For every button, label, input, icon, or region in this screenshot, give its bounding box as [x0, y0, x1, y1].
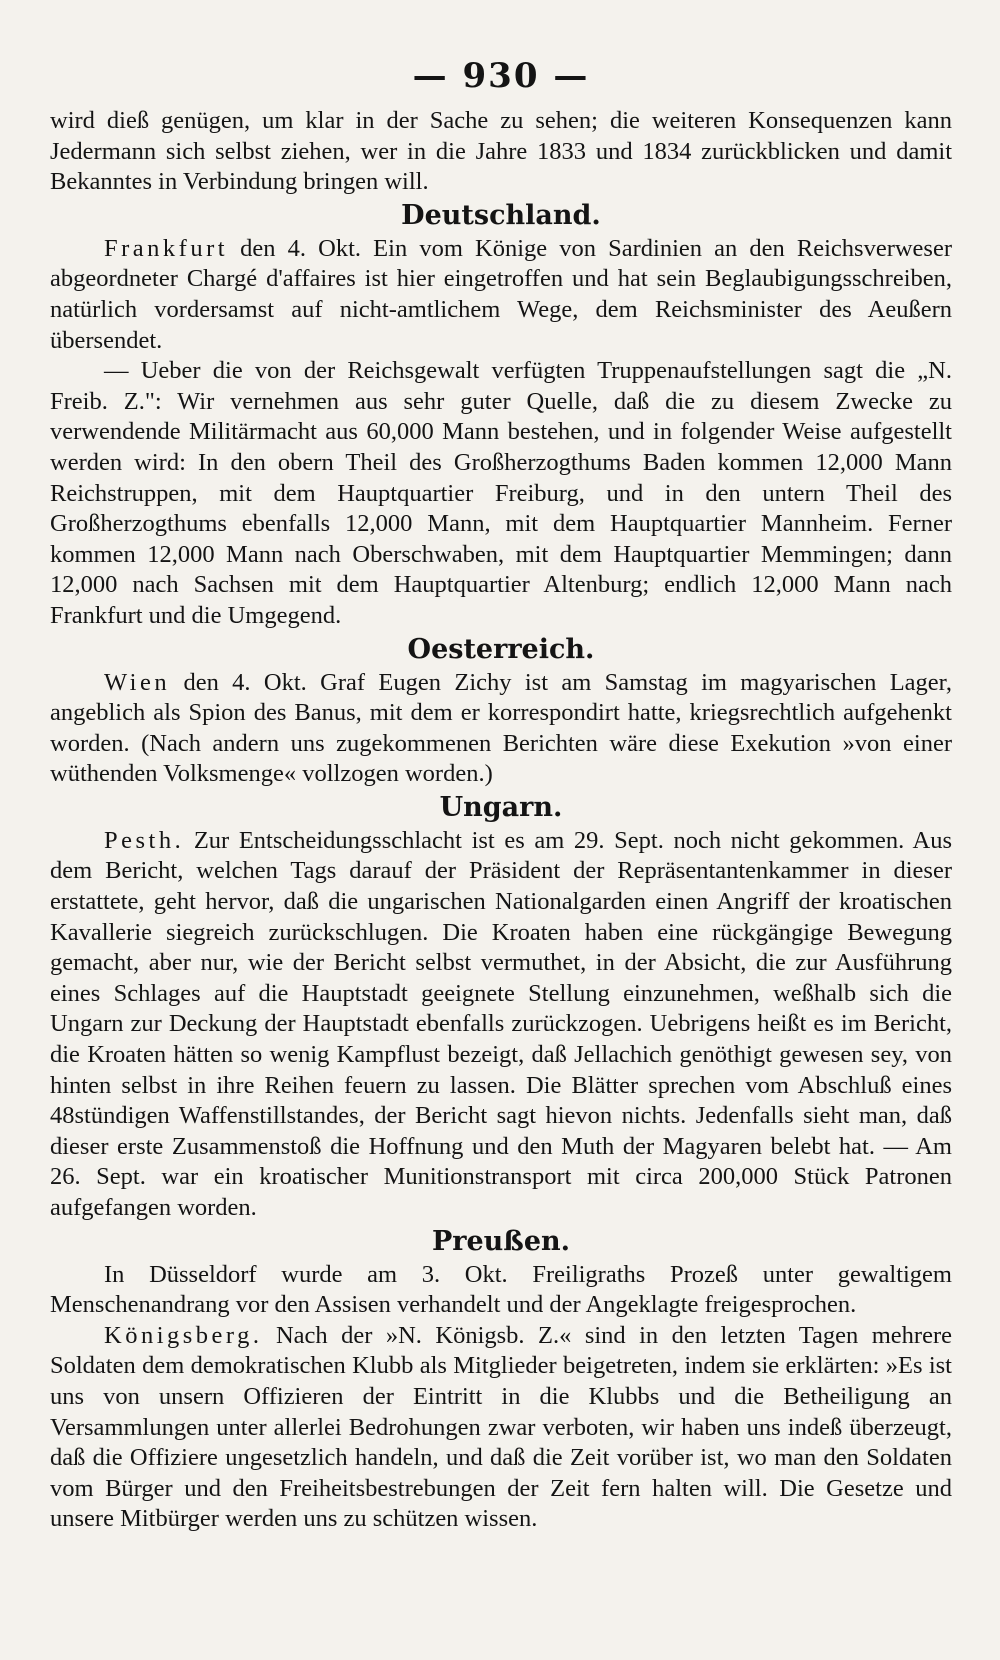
paragraph-truppen — [50, 356, 952, 631]
dateline-place: Königsberg. — [104, 1321, 263, 1349]
paragraph-wien — [50, 668, 952, 790]
dateline-place: Pesth. — [104, 826, 185, 854]
paragraph-koenigsberg — [50, 1321, 952, 1535]
paragraph-text: den 4. Okt. Graf Eugen Zichy ist am Samstag im magyarischen Lager, angeblich als Spion des Banus, mit dem er korrespondirt hatte, kriegsrechtlich aufgehenkt worden. (Nach andern uns zugekommenen Berichten wäre diese Exekution »von einer wüthenden Volksmenge« vollzogen worden.) — [50, 668, 952, 788]
paragraph-text: Nach der »N. Königsb. Z.« sind in den letzten Tagen mehrere Soldaten dem demokratischen Klubb als Mitglieder beigetreten, indem sie erklärten: »Es ist uns von unsern Offizieren der Eintritt in die Klubbs und die Betheiligung an Versammlungen unter allerlei Bedrohungen zwar verboten, wir haben uns indeß überzeugt, daß die Offiziere ungesetzlich handeln, und daß die Zeit vorüber ist, wo man den Soldaten vom Bürger und den Freiheitsbestrebungen der Zeit fern halten will. Die Gesetze und unsere Mitbürger werden uns zu schützen wissen. — [50, 1321, 952, 1533]
dateline-place: Wien — [104, 668, 171, 696]
dateline-place: Frankfurt — [104, 234, 229, 262]
section-heading-oesterreich: Oesterreich. — [407, 633, 595, 665]
paragraph-text: Zur Entscheidungsschlacht ist es am 29. Sept. noch nicht gekommen. Aus dem Bericht, welchen Tags darauf der Präsident der Repräsentantenkammer in dieser erstattete, geht hervor, daß die ungarischen Nationalgarden einen Angriff der kroatischen Kavallerie siegreich zurückschlugen. Die Kroaten haben eine rückgängige Bewegung gemacht, aber nur, wie der Bericht selbst vermuthet, in der Absicht, die zur Ausführung eines Schlages auf die Hauptstadt geeignete Stellung einzunehmen, weßhalb sich die Ungarn zur Deckung der Hauptstadt ebenfalls zurückzogen. Uebrigens heißt es im Bericht, die Kroaten hätten so wenig Kampflust bezeigt, daß Jellachich genöthigt gewesen sey, von hinten selbst in ihre Reihen feuern zu lassen. Die Blätter sprechen vom Abschluß eines 48stündigen Waffenstillstandes, der Bericht sagt hievon nichts. Jedenfalls sieht man, daß dieser erste Zusammenstoß die Hoffnung und den Muth der Magyaren belebt hat. — Am 26. Sept. war ein kroatischer Munitionstransport mit circa 200,000 Stück Patronen aufgefangen worden. — [50, 826, 952, 1221]
page-number: — 930 — — [412, 56, 590, 96]
paragraph-duesseldorf — [50, 1260, 952, 1321]
section-heading-deutschland: Deutschland. — [401, 199, 601, 231]
paragraph-pesth — [50, 826, 952, 1224]
paragraph-text: — Ueber die von der Reichsgewalt verfügten Truppenaufstellungen sagt die „N. Freib. Z.": Wir vernehmen aus sehr guter Quelle, daß die zu diesem Zwecke zu verwendende Militärmacht aus 60,000 Mann bestehen, und in folgender Weise aufgestellt werden wird: In den obern Theil des Großherzogthums Baden kommen 12,000 Mann Reichstruppen, mit dem Hauptquartier Freiburg, und in den untern Theil des Großherzogthums ebenfalls 12,000 Mann, mit dem Hauptquartier Mannheim. Ferner kommen 12,000 Mann nach Oberschwaben, mit dem Hauptquartier Memmingen; dann 12,000 nach Sachsen mit dem Hauptquartier Altenburg; endlich 12,000 Mann nach Frankfurt und die Umgegend. — [50, 357, 952, 629]
intro-paragraph: wird dieß genügen, um klar in der Sache zu sehen; die weiteren Konsequenzen kann Jedermann sich selbst ziehen, wer in die Jahre 1833 und 1834 zurückblicken und damit Bekanntes in Verbindung bringen will. — [50, 107, 952, 196]
paragraph-frankfurt — [50, 234, 952, 356]
paragraph-text: In Düsseldorf wurde am 3. Okt. Freiligraths Prozeß unter gewaltigem Menschenandrang vor den Assisen verhandelt und der Angeklagte freigesprochen. — [50, 1260, 952, 1319]
paragraph-text: den 4. Okt. Ein vom Könige von Sardinien an den Reichsverweser abgeordneter Chargé d'affaires ist hier eingetroffen und hat sein Beglaubigungsschreiben, natürlich vordersamst auf nicht-amtlichem Wege, dem Reichsminister des Aeußern übersendet. — [50, 234, 952, 354]
section-heading-preussen: Preußen. — [431, 1225, 571, 1257]
section-heading-ungarn: Ungarn. — [439, 791, 563, 823]
